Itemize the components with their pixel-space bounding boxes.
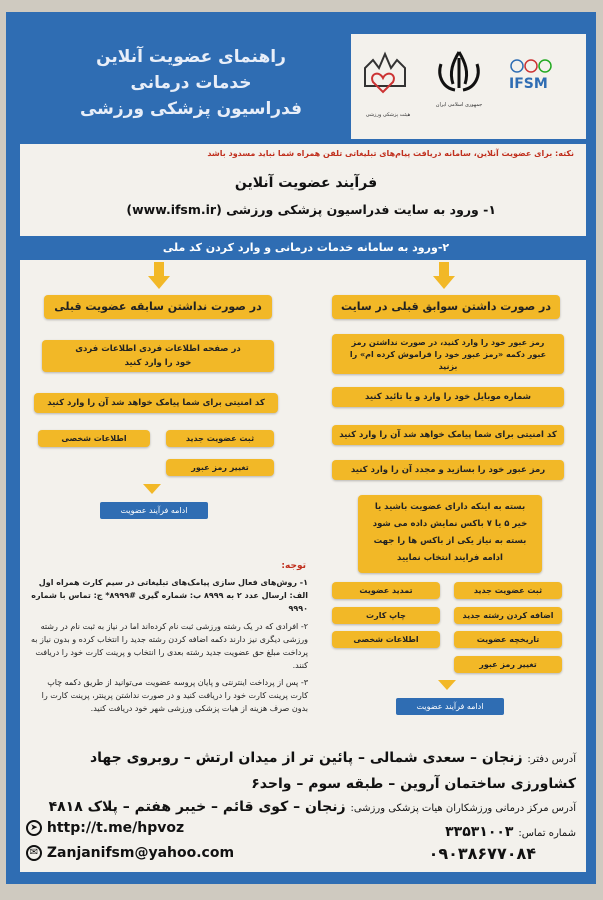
step-2: ۲-ورود به سامانه خدمات درمانی و وارد کردن کد ملی [162, 241, 450, 254]
arrow-shaft-right [439, 262, 449, 277]
right-option-personal-info[interactable]: اطلاعات شخصی [332, 631, 440, 648]
right-option-renew[interactable]: تمدید عضویت [332, 582, 440, 599]
ifsm-logo [501, 56, 571, 106]
left-option-personal-info[interactable]: اطلاعات شخصی [38, 430, 150, 447]
right-step-password: رمز عبور خود را وارد کنید، در صورت نداشتن رمز عبور دکمه «رمز عبور خود را فراموش کرده ام» را بزنید [332, 334, 564, 374]
phone-1: ۳۳۵۳۱۰۰۳ [445, 824, 514, 840]
svg-text:IFSM: IFSM [509, 76, 548, 92]
office-address-text: زنجان – سعدی شمالی – پائین تر از میدان ارتش – روبروی جهاد کشاورزی ساختمان آروین – طبقه سوم – واحد۶ [89, 750, 576, 792]
right-step-security-code: کد امنیتی برای شما پیامک خواهد شد آن را وارد کنید [332, 425, 564, 445]
arrow-down-icon [148, 276, 170, 289]
email-link[interactable] [26, 845, 306, 861]
note-2: ۲- افرادی که در یک رشته ورزشی ثبت نام کرده‌اند اما در نیاز به ثبت نام در رشته ورزشی دیگری نیز دارند دکمه اضافه کردن رشته جدید را انتخاب کرده و بدون نیاز به پرداخت مبلغ حق عضویت جدید رشته بعدی را انتخاب و پرینت کارت خود را دریافت کنند. [30, 622, 308, 670]
arrow-shaft-left [154, 262, 164, 277]
right-option-history[interactable]: تاریخچه عضویت [454, 631, 562, 648]
phone-block [336, 822, 576, 844]
title-line-1: راهنمای عضویت آنلاین [96, 47, 286, 67]
office-address-label: آدرس دفتر: [527, 754, 576, 765]
medical-sports-logo [359, 46, 417, 118]
note-3: ۳- پس از پرداخت اینترنتی و پایان پروسه عضویت می‌توانید از طریق دکمه چاپ کارت پرینت کارت خود را دریافت کنید و در صورت نداشتن پرینتر، پرینت کارت را بدون صرف هزینه از هیات پزشکی ورزشی شهر خود دریافت کنید. [41, 678, 308, 713]
poster [6, 12, 596, 884]
telegram-link[interactable] [26, 820, 286, 836]
phone-label: شماره تماس: [518, 828, 576, 839]
left-branch-header: در صورت نداشتن سابقه عضویت قبلی [44, 295, 272, 319]
right-step-mobile: شماره موبایل خود را وارد و یا تائید کنید [332, 387, 564, 407]
arrow-down-icon [433, 276, 455, 289]
clinic-address-text: زنجان – کوی قائم – خیبر هفتم – پلاک ۴۸۱۸ [48, 799, 346, 815]
right-option-new-membership[interactable]: ثبت عضویت جدید [454, 582, 562, 599]
clinic-address [28, 798, 576, 818]
right-branch-header: در صورت داشتن سوابق قبلی در سایت [332, 295, 560, 319]
note-1: ۱- روش‌های فعال سازی پیامک‌های تبلیغاتی در سیم کارت همراه اول الف: ارسال عدد ۲ به ۸۹۹۹ ب: شماره گیری #۸۹۹۹* ج: تماس با شماره ۹۹۹۰ [31, 578, 308, 613]
title-block [36, 32, 346, 137]
right-option-add-discipline[interactable]: اضافه کردن رشته جدید [454, 607, 562, 624]
logo1-label: هیئت پزشکی ورزشی [365, 112, 411, 118]
phone-2: ۰۹۰۳۸۶۷۷۰۸۴ [428, 844, 536, 863]
right-step-new-password: رمز عبور خود را بسازید و مجدد آن را وارد کنید [332, 460, 564, 480]
process-title: فرآیند عضویت آنلاین [234, 175, 378, 191]
left-option-new-membership[interactable]: ثبت عضویت جدید [166, 430, 274, 447]
sms-note: نکته: برای عضویت آنلاین، سامانه دریافت پیام‌های تبلیغاتی تلفن همراه شما نباید مسدود باشد [207, 149, 574, 158]
left-option-change-password[interactable]: تغییر رمز عبور [166, 459, 274, 476]
office-address [28, 746, 576, 796]
iran-emblem-logo [431, 48, 487, 110]
step-1: ۱- ورود به سایت فدراسیون پزشکی ورزشی (www.ifsm.ir) [126, 202, 496, 217]
title-line-2: خدمات درمانی [130, 73, 252, 93]
title-line-3: فدراسیون پزشکی ورزشی [79, 99, 303, 119]
arrow-down-icon [143, 484, 161, 494]
right-continue-button[interactable]: ادامه فرآیند عضویت [396, 698, 504, 715]
arrow-down-icon [438, 680, 456, 690]
left-step-2: کد امنیتی برای شما پیامک خواهد شد آن را وارد کنید [34, 393, 278, 413]
right-option-change-password[interactable]: تغییر رمز عبور [454, 656, 562, 673]
left-step-1: در صفحه اطلاعات فردی اطلاعات فردی خود را وارد کنید [42, 340, 274, 372]
logos-panel [351, 34, 586, 139]
notes-heading: توجه: [281, 561, 306, 571]
email-address[interactable]: Zanjanifsm@yahoo.com [46, 845, 235, 861]
right-info-box: بسته به اینکه دارای عضویت باشید یا خیر ۵ یا ۷ باکس نمایش داده می شود بسته به نیاز یکی از باکس ها را جهت ادامه فرایند انتخاب نمایید [358, 495, 542, 573]
left-continue-button[interactable]: ادامه فرآیند عضویت [100, 502, 208, 519]
clinic-address-label: آدرس مرکز درمانی ورزشکاران هیات پزشکی ورزشی: [350, 803, 576, 814]
email-icon: ✉ [26, 845, 42, 861]
logo2-label: جمهوری اسلامی ایران [435, 102, 483, 108]
right-option-print-card[interactable]: چاپ کارت [332, 607, 440, 624]
telegram-url[interactable]: http://t.me/hpvoz [46, 820, 185, 836]
telegram-icon: ➤ [26, 820, 42, 836]
